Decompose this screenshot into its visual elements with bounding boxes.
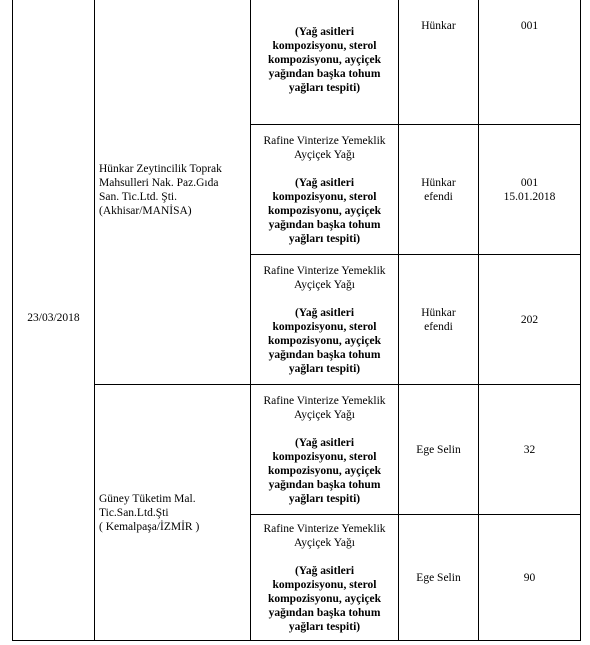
product-name xyxy=(255,522,394,550)
lot-cell xyxy=(479,0,581,125)
analysis-results-table xyxy=(12,0,581,641)
analysis-text xyxy=(255,176,394,246)
analysis-line: yağları tespiti) xyxy=(288,620,361,633)
firm-line: San. Tic.Ltd. Şti. xyxy=(99,190,177,203)
date-value: 23/03/2018 xyxy=(27,311,80,324)
analysis-line: kompozisyonu, sterol xyxy=(272,450,377,463)
analysis-line: kompozisyonu, sterol xyxy=(272,39,377,52)
lot-value: 202 xyxy=(520,313,539,326)
brand-cell xyxy=(399,0,479,125)
lot-cell xyxy=(479,515,581,641)
firm-cell xyxy=(95,0,251,385)
lot-value: 001 xyxy=(520,20,539,32)
lot-value: 001 xyxy=(520,176,539,189)
product-name-line: Rafine Vinterize Yemeklik xyxy=(263,264,386,277)
analysis-line: yağları tespiti) xyxy=(288,362,361,375)
brand-cell xyxy=(399,255,479,385)
firm-line: ( Kemalpaşa/İZMİR ) xyxy=(99,520,200,533)
analysis-text xyxy=(255,25,394,95)
analysis-text xyxy=(255,436,394,506)
product-name-line: Rafine Vinterize Yemeklik xyxy=(263,134,386,147)
analysis-line: (Yağ asitleri xyxy=(294,564,355,577)
firm-line: Tic.San.Ltd.Şti xyxy=(99,506,169,519)
analysis-line: kompozisyonu, ayçiçek xyxy=(267,334,382,347)
analysis-line: kompozisyonu, ayçiçek xyxy=(267,464,382,477)
analysis-line: yağından başka tohum xyxy=(268,478,381,491)
analysis-line: yağından başka tohum xyxy=(268,67,381,80)
analysis-line: (Yağ asitleri xyxy=(294,176,355,189)
product-name-line: Ayçiçek Yağı xyxy=(294,408,355,421)
analysis-line: yağından başka tohum xyxy=(268,218,381,231)
product-name-line: Ayçiçek Yağı xyxy=(294,148,355,161)
analysis-line: (Yağ asitleri xyxy=(294,306,355,319)
firm-line: Mahsulleri Nak. Paz.Gıda xyxy=(99,176,219,189)
table-row xyxy=(13,0,581,125)
analysis-line: yağları tespiti) xyxy=(288,81,361,94)
product-cell xyxy=(251,125,399,255)
product-cell xyxy=(251,0,399,125)
analysis-text xyxy=(255,564,394,634)
product-name xyxy=(255,394,394,422)
analysis-text xyxy=(255,306,394,376)
product-cell xyxy=(251,255,399,385)
lot-cell xyxy=(479,385,581,515)
lot-value: 32 xyxy=(523,443,536,456)
analysis-line: kompozisyonu, ayçiçek xyxy=(267,204,382,217)
product-name xyxy=(255,264,394,292)
lot-value: 90 xyxy=(523,571,536,584)
lot-cell xyxy=(479,125,581,255)
brand-value: efendi xyxy=(424,320,453,333)
analysis-line: (Yağ asitleri xyxy=(294,25,355,38)
product-name-line: Ayçiçek Yağı xyxy=(294,536,355,549)
date-cell xyxy=(13,0,95,641)
analysis-line: kompozisyonu, ayçiçek xyxy=(267,592,382,605)
brand-value: Ege Selin xyxy=(416,443,461,456)
product-cell xyxy=(251,515,399,641)
product-cell xyxy=(251,385,399,515)
firm-line: Hünkar Zeytincilik Toprak xyxy=(99,162,222,175)
analysis-line: kompozisyonu, sterol xyxy=(272,320,377,333)
firm-line: Güney Tüketim Mal. xyxy=(99,492,196,505)
table-row xyxy=(13,385,581,515)
lot-date: 15.01.2018 xyxy=(503,190,556,203)
analysis-line: yağları tespiti) xyxy=(288,492,361,505)
product-name xyxy=(255,134,394,162)
brand-value: Hünkar xyxy=(421,20,456,32)
analysis-line: (Yağ asitleri xyxy=(294,436,355,449)
brand-value: Ege Selin xyxy=(416,571,461,584)
brand-cell xyxy=(399,125,479,255)
analysis-line: yağından başka tohum xyxy=(268,606,381,619)
firm-cell xyxy=(95,385,251,641)
product-name-line: Rafine Vinterize Yemeklik xyxy=(263,394,386,407)
brand-value: efendi xyxy=(424,190,453,203)
brand-value: Hünkar xyxy=(421,306,456,319)
brand-value: Hünkar xyxy=(421,176,456,189)
analysis-line: yağından başka tohum xyxy=(268,348,381,361)
brand-cell xyxy=(399,385,479,515)
analysis-line: kompozisyonu, ayçiçek xyxy=(267,53,382,66)
product-name-line: Rafine Vinterize Yemeklik xyxy=(263,522,386,535)
analysis-line: kompozisyonu, sterol xyxy=(272,578,377,591)
analysis-line: yağları tespiti) xyxy=(288,232,361,245)
analysis-line: kompozisyonu, sterol xyxy=(272,190,377,203)
product-name-line: Ayçiçek Yağı xyxy=(294,278,355,291)
brand-cell xyxy=(399,515,479,641)
lot-cell xyxy=(479,255,581,385)
firm-line: (Akhisar/MANİSA) xyxy=(99,204,192,217)
